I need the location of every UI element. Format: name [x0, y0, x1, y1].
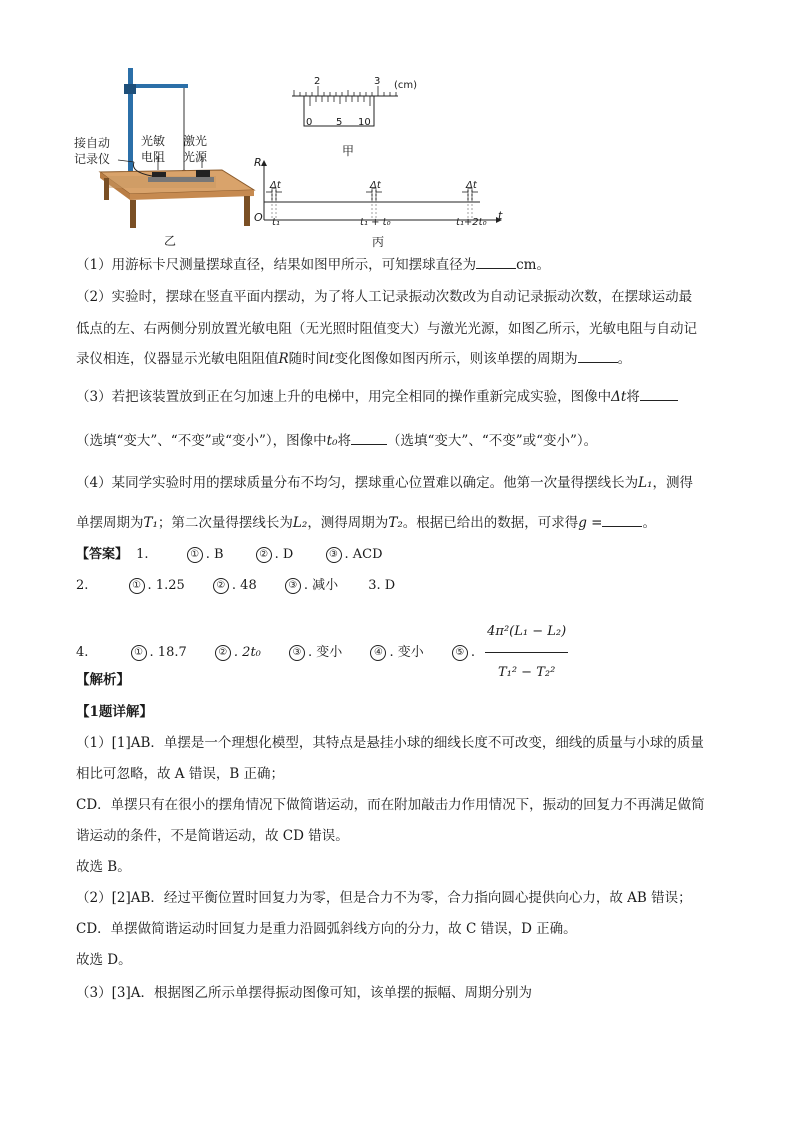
graph-dt-1: Δt — [270, 180, 281, 191]
graph-origin: O — [254, 211, 263, 224]
caliper-unit: (cm) — [394, 80, 418, 91]
photoresistor-label-2: 电阻 — [141, 150, 166, 164]
answer-1-3: ③ . ACD — [326, 547, 383, 562]
answers-row-2: 2. ① . 1.25 ② . 48 ③ . 减小 3. D — [76, 578, 396, 593]
question-1: （1）用游标卡尺测量摆球直径，结果如图甲所示，可知摆球直径为 cm。 — [76, 257, 550, 273]
photoresistor-label-1: 光敏 — [141, 134, 166, 148]
analysis-p2-line-2: 谐运动的条件，不是简谐运动，故 CD 错误。 — [76, 828, 349, 844]
analysis-p3: 故选 B。 — [76, 859, 131, 875]
answer-4-1: ① . 18.7 — [131, 645, 187, 660]
answer-4-3: ③ . 变小 — [289, 645, 342, 660]
caliper-main-tick-2: 2 — [314, 76, 321, 87]
answer-1-1: ① . B — [187, 547, 224, 562]
analysis-subheader: 【1题详解】 — [76, 704, 153, 720]
graph-t1-t0: t₁ + t₀ — [360, 217, 391, 228]
answer-1-2: ② . D — [256, 547, 294, 562]
answer-blank-3a — [640, 388, 678, 401]
recorder-label-1: 接自动 — [74, 136, 111, 150]
answer-blank-3b — [351, 432, 387, 445]
graph-t1: t₁ — [272, 217, 280, 228]
figure-jia-caption: 甲 — [342, 144, 355, 158]
analysis-header: 【解析】 — [76, 672, 130, 688]
answer-4-2: ② . 2t₀ — [215, 645, 261, 660]
answer-blank-2 — [578, 350, 618, 363]
graph-dt-3: Δt — [466, 180, 477, 191]
question-3-line-2: （选填“变大”、“不变”或“变小”），图像中t₀将 （选填“变大”、“不变”或“变小”）。 — [76, 433, 598, 449]
answers-row-3: 4. ① . 18.7 ② . 2t₀ ③ . 变小 ④ . 变小 ⑤ . $\frac{\text{4π²(L₁ − L₂)}}{\text{T₁² − T₂²}}$ — [76, 612, 568, 693]
answer-2-2: ② . 48 — [213, 578, 257, 593]
question-3-line-1: （3）若把该装置放到正在匀加速上升的电梯中，用完全相同的操作重新完成实验，图像中Δt将 — [76, 388, 678, 406]
analysis-p5: CD．单摆做简谐运动时回复力是重力沿圆弧斜线方向的分力，故 C 错误，D 正确。 — [76, 921, 577, 937]
answers-row-1: 【答案】 1. ① . B ② . D ③ . ACD — [76, 547, 383, 562]
answer-2-3: ③ . 减小 — [285, 578, 338, 593]
graph-dt-2: Δt — [370, 180, 381, 191]
answer-2-1: ① . 1.25 — [129, 578, 185, 593]
caliper-vernier-tick-0: 0 — [306, 117, 313, 128]
laser-label-1: 激光 — [183, 134, 208, 148]
answer-formula: $\frac{\text{4π²(L₁ − L₂)}}{\text{T₁² − T₂²}}$ — [485, 612, 568, 693]
figure-yi-caption: 乙 — [164, 234, 177, 248]
graph-axis-r: R — [254, 156, 262, 169]
answer-3: 3. D — [368, 578, 396, 593]
answer-blank-4 — [602, 514, 642, 527]
caliper-vernier-tick-10: 10 — [358, 117, 371, 128]
analysis-p7: （3）[3]A．根据图乙所示单摆得振动图像可知，该单摆的振幅、周期分别为 — [76, 985, 532, 1001]
figure-bing-caption: 丙 — [372, 235, 385, 249]
laser-label-2: 光源 — [183, 150, 208, 164]
recorder-label-2: 记录仪 — [74, 152, 111, 166]
analysis-p2-line-1: CD．单摆只有在很小的摆角情况下做简谐运动，而在附加敲击力作用情况下，振动的回复力不再满足做简 — [76, 797, 705, 813]
answer-4-5: ⑤ . $\frac{\text{4π²(L₁ − L₂)}}{\text{T₁² − T₂²}}$ — [452, 645, 568, 660]
graph-axis-t: t — [498, 209, 503, 222]
answer-blank-1 — [476, 256, 516, 269]
caliper-vernier-tick-5: 5 — [336, 117, 343, 128]
question-4-line-1: （4）某同学实验时用的摆球质量分布不均匀，摆球重心位置难以确定。他第一次量得摆线长为L₁，测得 — [76, 475, 693, 491]
analysis-p4: （2）[2]AB．经过平衡位置时回复力为零，但是合力不为零，合力指向圆心提供向心力，故 AB 错误； — [76, 890, 692, 906]
answers-header: 【答案】 — [76, 547, 129, 562]
analysis-p1-line-2: 相比可忽略，故 A 错误，B 正确； — [76, 766, 285, 782]
caliper-main-tick-3: 3 — [374, 76, 381, 87]
question-2-line-3: 录仪相连，仪器显示光敏电阻阻值R随时间t变化图像如图丙所示，则该单摆的周期为 。 — [76, 351, 632, 367]
answer-4-4: ④ . 变小 — [370, 645, 423, 660]
question-2-line-2: 低点的左、右两侧分别放置光敏电阻（无光照时阻值变大）与激光光源，如图乙所示，光敏电阻与自动记 — [76, 321, 697, 337]
question-2-line-1: （2）实验时，摆球在竖直平面内摆动，为了将人工记录振动次数改为自动记录振动次数，在摆球运动最 — [76, 289, 693, 305]
question-4-line-2: 单摆周期为T₁；第二次量得摆线长为L₂，测得周期为T₂。根据已给出的数据，可求得g = 。 — [76, 515, 656, 531]
analysis-p6: 故选 D。 — [76, 952, 132, 968]
analysis-p1-line-1: （1）[1]AB．单摆是一个理想化模型，其特点是悬挂小球的细线长度不可改变，细线的质量与小球的质量 — [76, 735, 704, 751]
graph-t1-2t0: t₁+2t₀ — [456, 217, 487, 228]
